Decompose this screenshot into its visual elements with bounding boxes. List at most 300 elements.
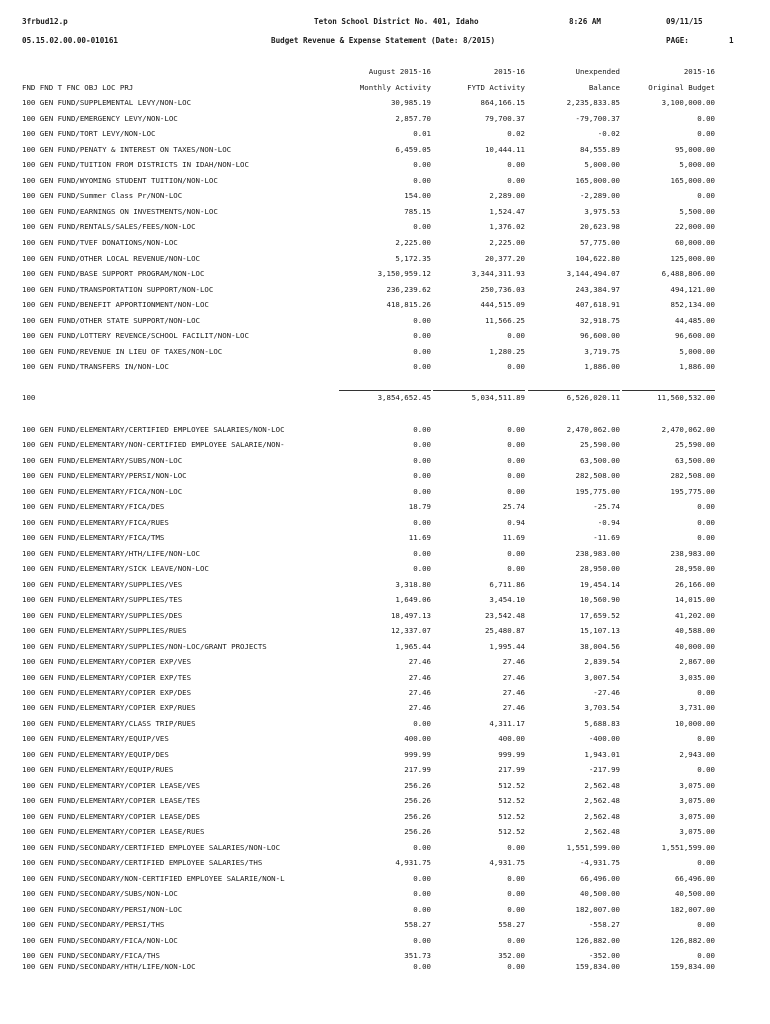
account-name: 100 GEN FUND/LOTTERY REVENCE/SCHOOL FACILIT/NON-LOC: [22, 331, 249, 341]
fytd-activity: 79,700.37: [484, 113, 525, 123]
original-budget: 60,000.00: [674, 237, 715, 247]
monthly-activity: 0.00: [413, 962, 431, 971]
account-name: 100 GEN FUND/ELEMENTARY/SUBS/NON-LOC: [22, 455, 183, 465]
fytd-activity: 864,166.15: [480, 98, 525, 107]
table-row: [0, 610, 770, 622]
fytd-activity: 250,736.03: [480, 284, 525, 294]
fytd-activity: 444,515.09: [480, 300, 525, 310]
table-row: [0, 842, 770, 854]
table-row: [0, 455, 770, 467]
col-balance-bottom: Balance: [588, 83, 620, 92]
monthly-activity: 0.00: [413, 160, 431, 170]
fytd-activity: 512.52: [498, 827, 525, 837]
unexpended-balance: 2,562.48: [584, 811, 620, 821]
fytd-activity: 3,344,311.93: [471, 269, 525, 279]
unexpended-balance: 2,470,062.00: [566, 425, 620, 434]
unexpended-balance: -400.00: [588, 734, 620, 744]
fytd-activity: 23,542.48: [484, 610, 525, 620]
account-name: 100 GEN FUND/EARNINGS ON INVESTMENTS/NON-LOC: [22, 206, 218, 216]
account-name: 100 GEN FUND/ELEMENTARY/SUPPLIES/DES: [22, 610, 183, 620]
fytd-activity: 1,524.47: [489, 206, 525, 216]
fytd-activity: 11.69: [502, 533, 525, 543]
table-row: [0, 594, 770, 606]
unexpended-balance: 165,000.00: [575, 175, 620, 185]
unexpended-balance: 38,004.56: [579, 641, 620, 651]
fytd-activity: 0.02: [507, 129, 525, 139]
original-budget: 2,943.00: [679, 749, 715, 759]
table-row: [0, 128, 770, 140]
monthly-activity: 1,965.44: [395, 641, 431, 651]
original-budget: 26,166.00: [674, 579, 715, 589]
monthly-activity: 0.00: [413, 331, 431, 341]
unexpended-balance: 2,839.54: [584, 657, 620, 667]
original-budget: 0.00: [697, 951, 715, 960]
account-name: 100 GEN FUND/ELEMENTARY/PERSI/NON-LOC: [22, 471, 187, 481]
table-row: [0, 299, 770, 311]
table-row: [0, 532, 770, 544]
fytd-activity: 400.00: [498, 734, 525, 744]
fytd-activity: 0.00: [507, 471, 525, 481]
table-row: [0, 144, 770, 156]
monthly-activity: 0.00: [413, 517, 431, 527]
unexpended-balance: 17,659.52: [579, 610, 620, 620]
unexpended-balance: 238,983.00: [575, 548, 620, 558]
fytd-activity: 999.99: [498, 749, 525, 759]
table-row: [0, 873, 770, 885]
account-name: 100 GEN FUND/BENEFIT APPORTIONMENT/NON-LOC: [22, 300, 209, 310]
original-budget: 1,551,599.00: [661, 842, 715, 852]
unexpended-balance: 28,950.00: [579, 564, 620, 574]
monthly-activity: 0.00: [413, 718, 431, 728]
original-budget: 494,121.00: [670, 284, 715, 294]
monthly-activity: 2,857.70: [395, 113, 431, 123]
report-code: 05.15.02.00.00-010161: [22, 36, 119, 45]
fytd-activity: 0.00: [507, 873, 525, 883]
unexpended-balance: 3,703.54: [584, 703, 620, 713]
table-row: [0, 888, 770, 900]
unexpended-balance: 10,560.90: [579, 595, 620, 605]
table-row: [0, 486, 770, 498]
monthly-activity: 0.00: [413, 486, 431, 496]
original-budget: 28,950.00: [674, 564, 715, 574]
table-row: [0, 284, 770, 296]
fytd-activity: 27.46: [502, 672, 525, 682]
table-row: [0, 97, 770, 109]
table-row: [0, 563, 770, 575]
account-name: 100 GEN FUND/ELEMENTARY/HTH/LIFE/NON-LOC: [22, 548, 200, 558]
unexpended-balance: 63,500.00: [579, 455, 620, 465]
table-row: [0, 237, 770, 249]
fytd-activity: 0.00: [507, 842, 525, 852]
fytd-activity: 512.52: [498, 796, 525, 806]
account-name: 100 GEN FUND/OTHER LOCAL REVENUE/NON-LOC: [22, 253, 200, 263]
table-row: [0, 221, 770, 233]
fytd-activity: 0.94: [507, 517, 525, 527]
unexpended-balance: -25.74: [593, 502, 620, 512]
fytd-activity: 352.00: [498, 951, 525, 960]
fytd-activity: 1,376.02: [489, 222, 525, 232]
table-row: [0, 470, 770, 482]
report-subtitle: Budget Revenue & Expense Statement (Date: 8/2015): [271, 36, 496, 45]
original-budget: 3,035.00: [679, 672, 715, 682]
fytd-activity: 0.00: [507, 455, 525, 465]
col-monthly-top: August 2015-16: [368, 67, 431, 76]
monthly-activity: 0.00: [413, 471, 431, 481]
table-row: [0, 517, 770, 529]
separator-rule: [433, 390, 525, 391]
unexpended-balance: -352.00: [588, 951, 620, 960]
original-budget: 0.00: [697, 113, 715, 123]
monthly-activity: 12,337.07: [390, 626, 431, 636]
unexpended-balance: 243,384.97: [575, 284, 620, 294]
fytd-activity: 0.00: [507, 904, 525, 914]
unexpended-balance: 57,775.00: [579, 237, 620, 247]
unexpended-balance: 1,886.00: [584, 362, 620, 372]
fytd-activity: 25,480.87: [484, 626, 525, 636]
monthly-activity: 217.99: [404, 765, 431, 775]
unexpended-balance: 25,590.00: [579, 440, 620, 450]
unexpended-balance: 1,551,599.00: [566, 842, 620, 852]
unexpended-balance: -217.99: [588, 765, 620, 775]
fytd-activity: 6,711.86: [489, 579, 525, 589]
monthly-activity: 0.00: [413, 564, 431, 574]
account-name: 100 GEN FUND/ELEMENTARY/CERTIFIED EMPLOYEE SALARIES/NON-LOC: [22, 425, 285, 434]
account-name: 100 GEN FUND/Summer Class Pr/NON-LOC: [22, 191, 183, 201]
original-budget: 22,000.00: [674, 222, 715, 232]
fytd-activity: 2,289.00: [489, 191, 525, 201]
monthly-activity: 0.00: [413, 455, 431, 465]
original-budget: 14,015.00: [674, 595, 715, 605]
table-row: [0, 764, 770, 776]
page-label: PAGE:: [666, 36, 689, 45]
separator-rule: [339, 390, 431, 391]
table-row: [0, 718, 770, 730]
table-row: [0, 780, 770, 792]
program-name: 3frbud12.p: [22, 17, 68, 26]
col-balance-top: Unexpended: [575, 67, 620, 76]
table-row: [0, 826, 770, 838]
original-budget: 63,500.00: [674, 455, 715, 465]
monthly-activity: 18,497.13: [390, 610, 431, 620]
account-name: 100 GEN FUND/RENTALS/SALES/FEES/NON-LOC: [22, 222, 196, 232]
table-row: [0, 795, 770, 807]
report-date: 09/11/15: [666, 17, 703, 26]
table-row: [0, 687, 770, 699]
unexpended-balance: 407,618.91: [575, 300, 620, 310]
monthly-activity: 27.46: [408, 703, 431, 713]
unexpended-balance: 282,508.00: [575, 471, 620, 481]
report-time: 8:26 AM: [569, 17, 602, 26]
monthly-activity: 400.00: [404, 734, 431, 744]
unexpended-balance: 15,107.13: [579, 626, 620, 636]
col-monthly-bottom: Monthly Activity: [359, 83, 431, 92]
account-name: 100 GEN FUND/ELEMENTARY/FICA/RUES: [22, 517, 169, 527]
total-balance: 6,526,020.11: [566, 393, 620, 402]
table-row: [0, 361, 770, 373]
table-row: [0, 919, 770, 931]
separator-rule: [622, 390, 715, 391]
table-row: [0, 811, 770, 823]
monthly-activity: 0.00: [413, 222, 431, 232]
monthly-activity: 0.01: [413, 129, 431, 139]
table-row: [0, 175, 770, 187]
unexpended-balance: 2,562.48: [584, 796, 620, 806]
unexpended-balance: 20,623.98: [579, 222, 620, 232]
fytd-activity: 0.00: [507, 160, 525, 170]
original-budget: 3,100,000.00: [661, 98, 715, 107]
monthly-activity: 11.69: [408, 533, 431, 543]
unexpended-balance: 126,882.00: [575, 935, 620, 945]
col-budget-bottom: Original Budget: [648, 83, 715, 92]
account-name: 100 GEN FUND/ELEMENTARY/COPIER EXP/DES: [22, 687, 192, 697]
unexpended-balance: 5,688.83: [584, 718, 620, 728]
column-header-bottom: [0, 82, 770, 94]
original-budget: 0.00: [697, 920, 715, 930]
account-name: 100 GEN FUND/ELEMENTARY/COPIER LEASE/DES: [22, 811, 200, 821]
unexpended-balance: -558.27: [588, 920, 620, 930]
monthly-activity: 256.26: [404, 827, 431, 837]
account-name: 100 GEN FUND/ELEMENTARY/FICA/NON-LOC: [22, 486, 183, 496]
account-name: 100 GEN FUND/ELEMENTARY/NON-CERTIFIED EMPLOYEE SALARIE/NON-: [22, 440, 285, 450]
monthly-activity: 6,459.05: [395, 144, 431, 154]
account-name: 100 GEN FUND/PENATY & INTEREST ON TAXES/NON-LOC: [22, 144, 232, 154]
account-name: 100 GEN FUND/SECONDARY/FICA/NON-LOC: [22, 935, 178, 945]
monthly-activity: 0.00: [413, 362, 431, 372]
account-name: 100 GEN FUND/ELEMENTARY/EQUIP/RUES: [22, 765, 174, 775]
unexpended-balance: -0.94: [597, 517, 620, 527]
unexpended-balance: 182,007.00: [575, 904, 620, 914]
table-row: [0, 733, 770, 745]
account-name: 100 GEN FUND/TORT LEVY/NON-LOC: [22, 129, 156, 139]
unexpended-balance: -79,700.37: [575, 113, 620, 123]
fytd-activity: 11,566.25: [484, 315, 525, 325]
original-budget: 5,500.00: [679, 206, 715, 216]
original-budget: 0.00: [697, 765, 715, 775]
fytd-activity: 0.00: [507, 486, 525, 496]
original-budget: 0.00: [697, 734, 715, 744]
table-row: [0, 548, 770, 560]
col-budget-top: 2015-16: [683, 67, 715, 76]
original-budget: 165,000.00: [670, 175, 715, 185]
fytd-activity: 2,225.00: [489, 237, 525, 247]
original-budget: 3,731.00: [679, 703, 715, 713]
account-name: 100 GEN FUND/TRANSPORTATION SUPPORT/NON-LOC: [22, 284, 214, 294]
account-name: 100 GEN FUND/ELEMENTARY/SUPPLIES/VES: [22, 579, 183, 589]
unexpended-balance: 104,622.80: [575, 253, 620, 263]
account-name: 100 GEN FUND/ELEMENTARY/FICA/DES: [22, 502, 165, 512]
monthly-activity: 0.00: [413, 425, 431, 434]
original-budget: 0.00: [697, 129, 715, 139]
unexpended-balance: 96,600.00: [579, 331, 620, 341]
original-budget: 5,000.00: [679, 346, 715, 356]
account-name: 100 GEN FUND/SECONDARY/HTH/LIFE/NON-LOC: [22, 962, 196, 971]
account-name: 100 GEN FUND/ELEMENTARY/COPIER LEASE/TES: [22, 796, 200, 806]
col-fytd-top: 2015-16: [493, 67, 525, 76]
fytd-activity: 0.00: [507, 889, 525, 899]
original-budget: 0.00: [697, 687, 715, 697]
monthly-activity: 0.00: [413, 548, 431, 558]
unexpended-balance: 195,775.00: [575, 486, 620, 496]
column-header-top: [0, 66, 770, 78]
original-budget: 125,000.00: [670, 253, 715, 263]
fytd-activity: 0.00: [507, 331, 525, 341]
unexpended-balance: -4,931.75: [579, 858, 620, 868]
account-name: 100 GEN FUND/ELEMENTARY/CLASS TRIP/RUES: [22, 718, 196, 728]
monthly-activity: 0.00: [413, 889, 431, 899]
original-budget: 238,983.00: [670, 548, 715, 558]
original-budget: 3,075.00: [679, 811, 715, 821]
fytd-activity: 0.00: [507, 564, 525, 574]
original-budget: 1,886.00: [679, 362, 715, 372]
unexpended-balance: -11.69: [593, 533, 620, 543]
original-budget: 2,470,062.00: [661, 425, 715, 434]
table-row: [0, 625, 770, 637]
unexpended-balance: 32,918.75: [579, 315, 620, 325]
monthly-activity: 5,172.35: [395, 253, 431, 263]
unexpended-balance: 1,943.01: [584, 749, 620, 759]
monthly-activity: 256.26: [404, 796, 431, 806]
table-row: [0, 579, 770, 591]
monthly-activity: 0.00: [413, 175, 431, 185]
fytd-activity: 27.46: [502, 657, 525, 667]
table-row: [0, 346, 770, 358]
fytd-activity: 1,995.44: [489, 641, 525, 651]
unexpended-balance: 84,555.89: [579, 144, 620, 154]
original-budget: 40,588.00: [674, 626, 715, 636]
fytd-activity: 20,377.20: [484, 253, 525, 263]
fytd-activity: 25.74: [502, 502, 525, 512]
monthly-activity: 999.99: [404, 749, 431, 759]
account-name: 100 GEN FUND/SECONDARY/NON-CERTIFIED EMPLOYEE SALARIE/NON-L: [22, 873, 285, 883]
original-budget: 282,508.00: [670, 471, 715, 481]
fytd-activity: 27.46: [502, 703, 525, 713]
table-row: [0, 439, 770, 451]
account-name: 100 GEN FUND/REVENUE IN LIEU OF TAXES/NON-LOC: [22, 346, 223, 356]
fytd-activity: 0.00: [507, 548, 525, 558]
unexpended-balance: 3,975.53: [584, 206, 620, 216]
fytd-activity: 4,311.17: [489, 718, 525, 728]
total-monthly: 3,854,652.45: [377, 393, 431, 402]
monthly-activity: 0.00: [413, 315, 431, 325]
table-row: [0, 424, 770, 436]
original-budget: 66,496.00: [674, 873, 715, 883]
fytd-activity: 0.00: [507, 935, 525, 945]
account-name: 100 GEN FUND/OTHER STATE SUPPORT/NON-LOC: [22, 315, 200, 325]
total-fund: 100: [22, 393, 36, 402]
original-budget: 44,485.00: [674, 315, 715, 325]
unexpended-balance: 2,235,833.85: [566, 98, 620, 107]
monthly-activity: 256.26: [404, 811, 431, 821]
fytd-activity: 10,444.11: [484, 144, 525, 154]
original-budget: 195,775.00: [670, 486, 715, 496]
monthly-activity: 0.00: [413, 873, 431, 883]
monthly-activity: 0.00: [413, 935, 431, 945]
unexpended-balance: 159,834.00: [575, 962, 620, 971]
account-name: 100 GEN FUND/ELEMENTARY/COPIER LEASE/VES: [22, 780, 200, 790]
fytd-activity: 4,931.75: [489, 858, 525, 868]
table-row: [0, 190, 770, 202]
unexpended-balance: 66,496.00: [579, 873, 620, 883]
monthly-activity: 2,225.00: [395, 237, 431, 247]
account-name: 100 GEN FUND/ELEMENTARY/FICA/TMS: [22, 533, 165, 543]
table-row: [0, 749, 770, 761]
fytd-activity: 1,280.25: [489, 346, 525, 356]
account-name: 100 GEN FUND/TVEF DONATIONS/NON-LOC: [22, 237, 178, 247]
original-budget: 3,075.00: [679, 780, 715, 790]
fytd-activity: 3,454.10: [489, 595, 525, 605]
unexpended-balance: 3,007.54: [584, 672, 620, 682]
monthly-activity: 3,150,959.12: [377, 269, 431, 279]
separator-rule: [528, 390, 620, 391]
monthly-activity: 785.15: [404, 206, 431, 216]
monthly-activity: 0.00: [413, 346, 431, 356]
account-name: 100 GEN FUND/BASE SUPPORT PROGRAM/NON-LOC: [22, 269, 205, 279]
original-budget: 96,600.00: [674, 331, 715, 341]
table-row: [0, 702, 770, 714]
original-budget: 95,000.00: [674, 144, 715, 154]
original-budget: 2,867.00: [679, 657, 715, 667]
fytd-activity: 0.00: [507, 362, 525, 372]
original-budget: 25,590.00: [674, 440, 715, 450]
fytd-activity: 512.52: [498, 811, 525, 821]
table-row: [0, 935, 770, 947]
table-row: [0, 206, 770, 218]
fund-total-row: [0, 392, 770, 404]
unexpended-balance: 2,562.48: [584, 827, 620, 837]
monthly-activity: 18.79: [408, 502, 431, 512]
account-name: 100 GEN FUND/TUITION FROM DISTRICTS IN IDAH/NON-LOC: [22, 160, 249, 170]
monthly-activity: 30,985.19: [390, 98, 431, 107]
monthly-activity: 27.46: [408, 687, 431, 697]
total-fytd: 5,034,511.89: [471, 393, 525, 402]
account-name: 100 GEN FUND/ELEMENTARY/SUPPLIES/NON-LOC/GRANT PROJECTS: [22, 641, 267, 651]
monthly-activity: 351.73: [404, 951, 431, 960]
original-budget: 3,075.00: [679, 796, 715, 806]
fytd-activity: 27.46: [502, 687, 525, 697]
unexpended-balance: 3,719.75: [584, 346, 620, 356]
unexpended-balance: 19,454.14: [579, 579, 620, 589]
unexpended-balance: 40,500.00: [579, 889, 620, 899]
table-row: [0, 113, 770, 125]
original-budget: 0.00: [697, 517, 715, 527]
original-budget: 126,882.00: [670, 935, 715, 945]
monthly-activity: 27.46: [408, 657, 431, 667]
fytd-activity: 0.00: [507, 425, 525, 434]
table-row: [0, 501, 770, 513]
unexpended-balance: -27.46: [593, 687, 620, 697]
table-row: [0, 330, 770, 342]
col-fytd-bottom: FYTD Activity: [467, 83, 525, 92]
account-name: 100 GEN FUND/ELEMENTARY/SUPPLIES/TES: [22, 595, 183, 605]
account-name: 100 GEN FUND/EMERGENCY LEVY/NON-LOC: [22, 113, 178, 123]
monthly-activity: 0.00: [413, 440, 431, 450]
monthly-activity: 418,815.26: [386, 300, 431, 310]
account-name: 100 GEN FUND/SECONDARY/PERSI/NON-LOC: [22, 904, 183, 914]
monthly-activity: 256.26: [404, 780, 431, 790]
table-row: [0, 672, 770, 684]
monthly-activity: 558.27: [404, 920, 431, 930]
original-budget: 0.00: [697, 533, 715, 543]
account-name: 100 GEN FUND/ELEMENTARY/SICK LEAVE/NON-LOC: [22, 564, 209, 574]
monthly-activity: 1,649.06: [395, 595, 431, 605]
unexpended-balance: 2,562.48: [584, 780, 620, 790]
original-budget: 182,007.00: [670, 904, 715, 914]
account-name: 100 GEN FUND/ELEMENTARY/COPIER EXP/TES: [22, 672, 192, 682]
account-name: 100 GEN FUND/ELEMENTARY/COPIER EXP/RUES: [22, 703, 196, 713]
monthly-activity: 3,318.80: [395, 579, 431, 589]
monthly-activity: 236,239.62: [386, 284, 431, 294]
original-budget: 10,000.00: [674, 718, 715, 728]
